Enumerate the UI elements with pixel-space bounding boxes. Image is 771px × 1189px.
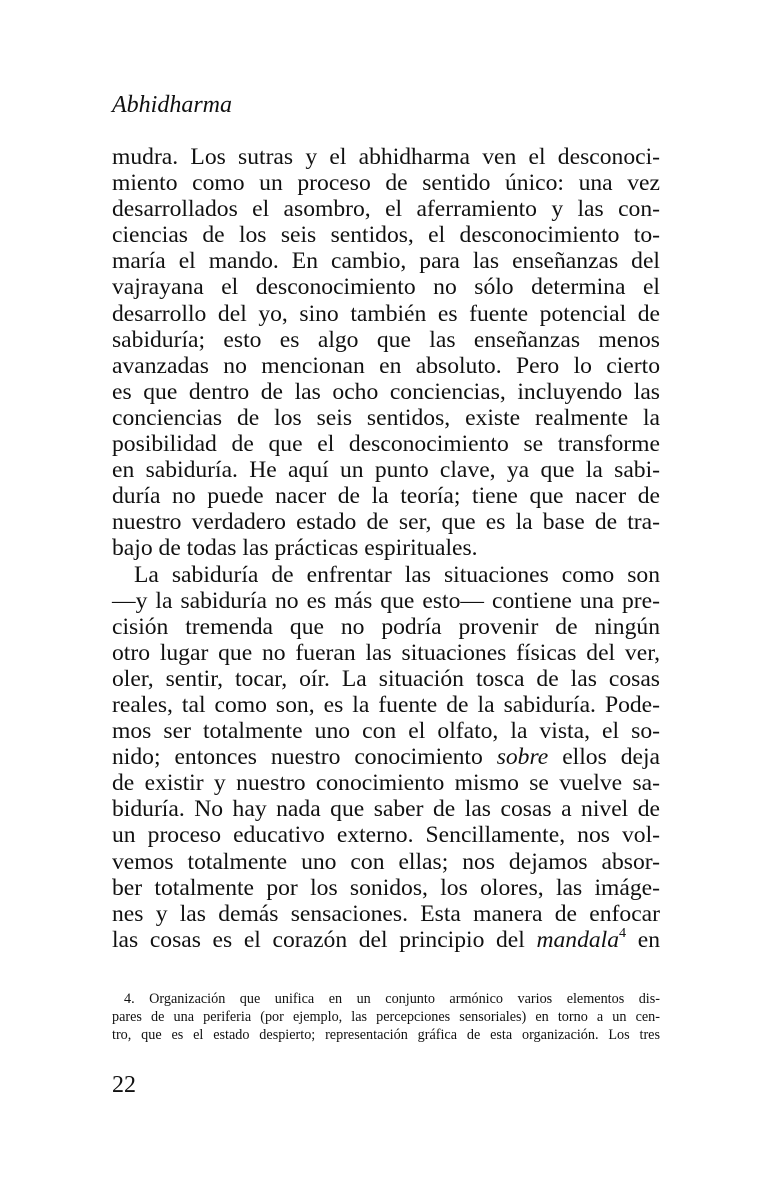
book-page — [112, 0, 660, 1189]
footnote-reference[interactable]: 4 — [619, 924, 627, 941]
text-line: desarrollo del yo, sino también es fuente potencial de — [112, 300, 660, 327]
text-line: sabiduría; esto es algo que las enseñanzas menos — [112, 326, 660, 353]
text-line: de existir y nuestro conocimiento mismo se vuelve sa- — [112, 770, 660, 797]
text-segment: las cosas es el corazón del principio del — [112, 926, 537, 953]
italic-word: mandala — [536, 926, 620, 953]
footnote-line: 4. Organización que unifica en un conjunto armónico varios elementos dis- — [124, 991, 660, 1007]
text-line: vemos totalmente uno con ellas; nos dejamos absor- — [112, 848, 660, 875]
paragraph-first-line: La sabiduría de enfrentar las situaciones como son — [134, 561, 660, 588]
text-line: duría no puede nacer de la teoría; tiene que nacer de — [112, 483, 660, 510]
footnote-line: pares de una periferia (por ejemplo, las percepciones sensoriales) en torno a un cen- — [112, 1009, 660, 1025]
text-line: es que dentro de las ocho conciencias, incluyendo las — [112, 378, 660, 405]
text-line: desarrollados el asombro, el aferramiento y las con- — [112, 196, 660, 223]
page-number: 22 — [112, 1072, 136, 1098]
paragraph-last-line: bajo de todas las prácticas espirituales. — [112, 535, 478, 562]
text-line: nuestro verdadero estado de ser, que es la base de tra- — [112, 509, 660, 536]
text-line: nes y las demás sensaciones. Esta manera de enfocar — [112, 900, 660, 927]
text-segment: ellos deja — [548, 744, 661, 771]
text-line: en sabiduría. He aquí un punto clave, ya que la sabi- — [112, 457, 660, 484]
text-line: ciencias de los seis sentidos, el desconocimiento to- — [112, 222, 660, 249]
text-line: ber totalmente por los sonidos, los olores, las imáge- — [112, 874, 660, 901]
text-line: maría el mando. En cambio, para las enseñanzas del — [112, 248, 660, 275]
text-line: cisión tremenda que no podría provenir de ningún — [112, 613, 660, 640]
text-line-with-italic — [112, 744, 660, 770]
text-line: —y la sabiduría no es más que esto— contiene una pre- — [112, 587, 660, 614]
body-text — [112, 144, 660, 953]
text-line: vajrayana el desconocimiento no sólo determina el — [112, 274, 660, 301]
running-head: Abhidharma — [112, 92, 232, 118]
text-line: oler, sentir, tocar, oír. La situación tosca de las cosas — [112, 665, 660, 692]
text-line: otro lugar que no fueran las situaciones físicas del ver, — [112, 639, 660, 666]
text-segment: en — [626, 926, 660, 953]
text-line: biduría. No hay nada que saber de las cosas a nivel de — [112, 796, 660, 823]
italic-word: sobre — [496, 744, 549, 771]
text-line: miento como un proceso de sentido único: una vez — [112, 170, 660, 197]
footnote-line: tro, que es el estado despierto; representación gráfica de esta organización. Los tres — [112, 1027, 660, 1043]
footnote-block — [112, 990, 660, 1044]
text-segment: nido; entonces nuestro conocimiento — [112, 744, 497, 771]
text-line: reales, tal como son, es la fuente de la sabiduría. Pode- — [112, 691, 660, 718]
text-line: conciencias de los seis sentidos, existe realmente la — [112, 404, 660, 431]
text-line-with-footnote-ref — [112, 924, 660, 953]
text-line: un proceso educativo externo. Sencillamente, nos vol- — [112, 822, 660, 849]
text-line: posibilidad de que el desconocimiento se transforme — [112, 431, 660, 458]
text-line: avanzadas no mencionan en absoluto. Pero lo cierto — [112, 352, 660, 379]
text-line: mos ser totalmente uno con el olfato, la vista, el so- — [112, 718, 660, 745]
text-line: mudra. Los sutras y el abhidharma ven el desconoci- — [112, 144, 660, 170]
